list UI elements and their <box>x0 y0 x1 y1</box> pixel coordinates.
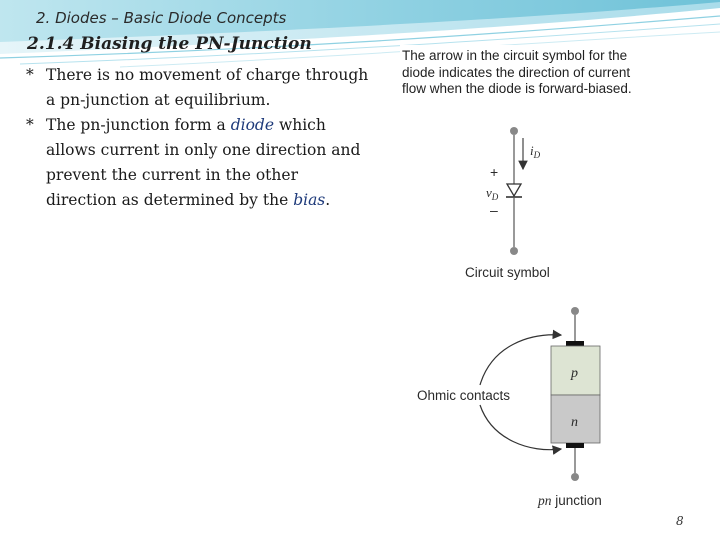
plus-sign: + <box>490 164 499 180</box>
paragraph-text: which allows current in only one direction and prevent the current in the other direction as determined by the <box>46 116 361 209</box>
diode-diagram <box>400 45 638 513</box>
ohmic-contact-bottom <box>566 443 584 448</box>
voltage-label: $v_D$ <box>486 185 499 202</box>
ohmic-contacts-label: Ohmic contacts <box>417 388 511 403</box>
pn-junction-label: pn junction <box>538 493 602 508</box>
diode-figure <box>400 45 638 513</box>
figure-caption: The arrow in the circuit symbol for the diode indicates the direction of current flow when the diode is forward-biased. <box>402 48 632 96</box>
diode-triangle-icon <box>507 184 521 196</box>
ohmic-contact-top <box>566 341 584 346</box>
terminal-dot-top <box>510 127 518 135</box>
section-heading: 2.1.4 Biasing the PN-Junction <box>27 34 312 54</box>
body-paragraph-2 <box>26 113 371 213</box>
current-label: $i_D$ <box>530 143 541 160</box>
minus-sign: – <box>490 202 498 218</box>
terminal-dot-bottom <box>510 247 518 255</box>
page-number: 8 <box>676 514 684 528</box>
emphasis-term-diode: diode <box>230 116 275 134</box>
emphasis-term-bias: bias <box>293 191 326 209</box>
contact-arrow-bottom-icon <box>480 405 561 450</box>
paragraph-text: The pn-junction form a <box>46 116 231 134</box>
body-text <box>26 63 371 213</box>
paragraph-text: There is no movement of charge through a pn-junction at equilibrium. <box>46 66 369 109</box>
circuit-symbol-label: Circuit symbol <box>465 265 550 280</box>
terminal-dot-upper <box>571 307 579 315</box>
terminal-dot-lower <box>571 473 579 481</box>
body-paragraph-1 <box>26 63 371 113</box>
slide-header-title: 2. Diodes – Basic Diode Concepts <box>36 9 287 27</box>
contact-arrow-top-icon <box>480 335 561 385</box>
bullet-marker: * <box>26 116 34 134</box>
p-region-label: p <box>571 366 578 381</box>
bullet-marker: * <box>26 66 34 84</box>
n-region-label: n <box>571 415 578 430</box>
paragraph-text: . <box>325 191 331 209</box>
